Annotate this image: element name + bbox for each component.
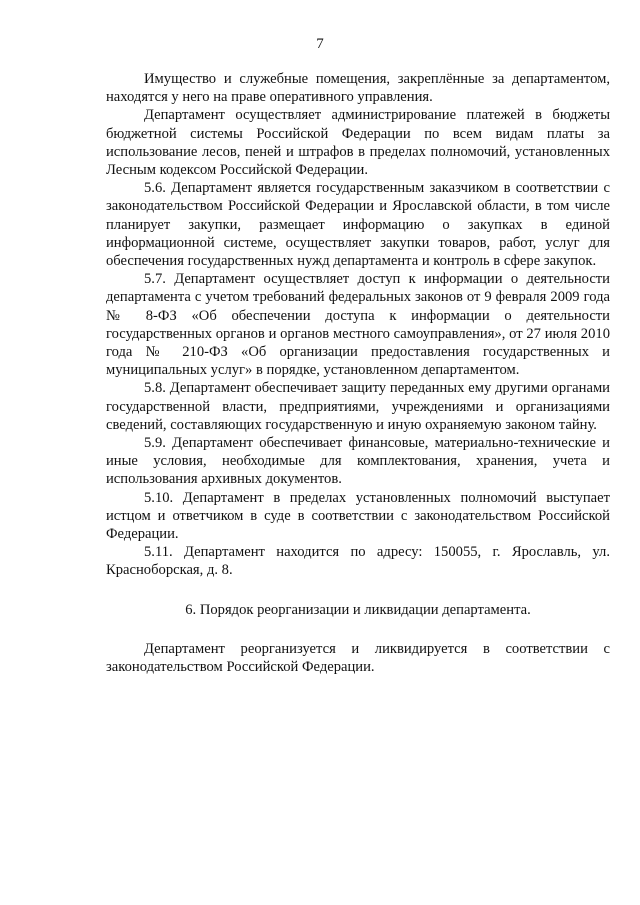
paragraph-5-11: 5.11. Департамент находится по адресу: 150055, г. Ярославль, ул. Красноборская, д. 8. xyxy=(106,544,610,579)
page-number: 7 xyxy=(316,36,324,52)
paragraph-5-10: 5.10. Департамент в пределах установленных полномочий выступает истцом и ответчиком в суде в соответствии с законодательством Российской Федерации. xyxy=(106,489,610,543)
paragraph-payments-administration: Департамент осуществляет администрирование платежей в бюджеты бюджетной системы Российской Федерации по всем видам платы за использование лесов, пеней и штрафов в пределах полномочий, установленных Лесным кодексом Российской Федерации. xyxy=(106,107,610,179)
paragraph-6-reorganization: Департамент реорганизуется и ликвидируется в соответствии с законодательством Российской Федерации. xyxy=(106,640,610,676)
document-body xyxy=(106,70,610,676)
paragraph-5-7: 5.7. Департамент осуществляет доступ к информации о деятельности департамента с учетом требований федеральных законов от 9 февраля 2009 года № 8-ФЗ «Об обеспечении доступа к информации о деятельности государственных органов и органов местного самоуправления», от 27 июля 2010 года № 210-ФЗ «Об организации предоставления государственных и муниципальных услуг» в порядке, установленном департаментом. xyxy=(106,271,610,379)
paragraph-5-9: 5.9. Департамент обеспечивает финансовые, материально-технические и иные условия, необходимые для комплектования, хранения, учета и использования архивных документов. xyxy=(106,435,610,488)
section-6-heading: 6. Порядок реорганизации и ликвидации департамента. xyxy=(185,601,531,618)
paragraph-5-8: 5.8. Департамент обеспечивает защиту переданных ему другими органами государственной власти, предприятиями, учреждениями и организациями сведений, составляющих государственную и иную охраняемую законом тайну. xyxy=(106,380,610,433)
paragraph-5-6: 5.6. Департамент является государственным заказчиком в соответствии с законодательством Российской Федерации и Ярославской области, в том числе планирует закупки, размещает информацию о закупках в единой информационной системе, осуществляет закупки товаров, работ, услуг для обеспечения государственных нужд департамента и контроль в сфере закупок. xyxy=(106,180,610,270)
paragraph-property: Имущество и служебные помещения, закреплённые за департаментом, находятся у него на праве оперативного управления. xyxy=(106,71,610,106)
